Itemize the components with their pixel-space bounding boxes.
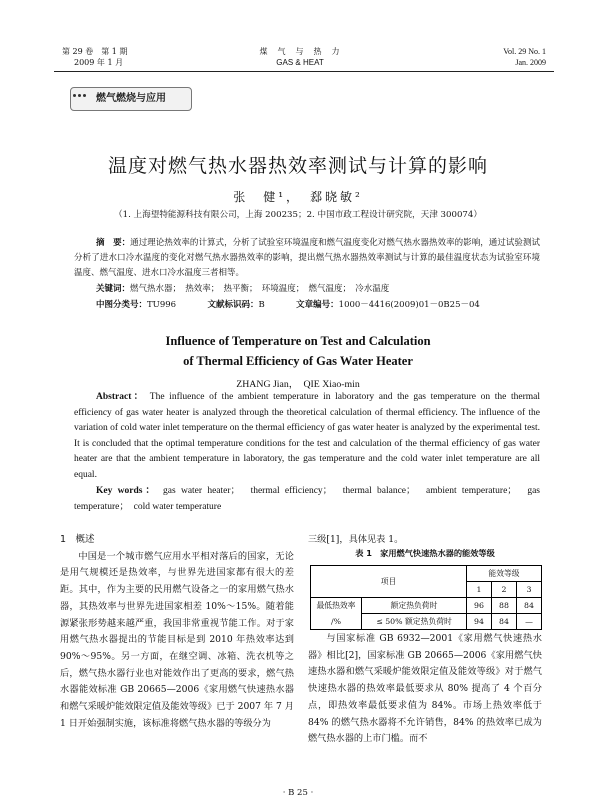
section-tag-label: 燃气燃烧与应用 — [96, 93, 166, 104]
header-date-en-line: Jan. 2009 — [515, 58, 546, 67]
table-header-item: 项目 — [311, 566, 467, 598]
authors-cn: 张 健¹， 郄晓敏² — [233, 190, 363, 204]
affiliations-cn: （1. 上海望特能源科技有限公司，上海 200235；2. 中国市政工程设计研究院，天津 300074） — [114, 210, 482, 220]
table-cell: 94 — [467, 614, 492, 630]
authors-en: ZHANG Jian， QIE Xiao-min — [236, 379, 360, 390]
clc-value: TU996 — [147, 300, 177, 310]
header-vol-en-line: Vol. 29 No. 1 — [503, 47, 546, 56]
header-volume-en — [400, 46, 546, 68]
header-journal-cn: 煤 气 与 热 力 — [259, 47, 341, 56]
dots-icon — [71, 84, 89, 94]
classification-line — [74, 298, 540, 313]
keywords-en — [74, 484, 540, 515]
keywords-cn-label: 关键词： — [96, 284, 131, 294]
article-number-label: 文章编号： — [296, 300, 339, 310]
table-cell: 88 — [492, 598, 517, 614]
header-date-line: 2009 年 1 月 — [74, 58, 124, 67]
abstract-cn-text: 通过理论热效率的计算式，分析了试验室环境温度和燃气温度变化对燃气热水器热效率的影响，通过试验测试分析了进水口冷水温度的变化对燃气热水器热效率的影响，提出燃气热水器热效率测试与计算的最佳温度状态为试验室环境温度、燃气温度、进水口冷水温度三者相等。 — [74, 238, 540, 278]
header-volume-line: 第 29 卷 第 1 期 — [62, 47, 128, 56]
header-journal — [220, 46, 380, 68]
table-cell: 96 — [467, 598, 492, 614]
table-grade-2: 2 — [492, 582, 517, 598]
table-caption: 表 1 家用燃气快速热水器的能效等级 — [355, 548, 495, 558]
article-number-value: 1000－4416(2009)01－0B25－04 — [338, 300, 480, 310]
table-row-label-2: /% — [311, 614, 362, 630]
keywords-en-label: Key words： — [96, 486, 158, 496]
standards-paragraph: 与国家标准 GB 6932—2001《家用燃气快速热水器》相比[2]，国家标准 GB 20665—2006《家用燃气快速热水器和燃气采暖炉能效限定值及能效等级》对于燃气快速热水器的热效率最低要求从 80% 提高了 4 个百分点，即热效率最低要求值为 84%。市场上热效率低于 84% 的燃气热水器将不允许销售，84% 的热效率已成为燃气热水器的上市门槛。而不 — [308, 633, 542, 745]
paper-title-en-line2: of Thermal Efficiency of Gas Water Heater — [183, 354, 413, 368]
abstract-en-label: Abstract： — [96, 392, 146, 402]
table-row-label-1: 最低热效率 — [311, 598, 362, 614]
keywords-cn — [74, 282, 540, 297]
header-rule — [54, 71, 554, 72]
section-tag — [70, 87, 192, 111]
abstract-cn-label: 摘 要： — [96, 238, 131, 248]
page-number: · B 25 · — [282, 788, 314, 798]
section-heading: 1 概述 — [60, 534, 95, 545]
doc-code-label: 文献标识码： — [207, 300, 259, 310]
doc-code-value: B — [258, 300, 265, 310]
paper-title-cn: 温度对燃气热水器热效率测试与计算的影响 — [107, 155, 488, 177]
keywords-cn-text: 燃气热水器； 热效率； 热平衡； 环境温度； 燃气温度； 冷水温度 — [130, 284, 390, 294]
abstract-en-text: The influence of the ambient temperature in laboratory and the gas temperature on the thermal efficiency of gas water heater is analyzed through the theoretical calculation of thermal efficiency. The influence of the variation of cold water inlet temperature on the thermal efficiency of gas water heater is analyzed by the experimental test. It is concluded that the optimal temperature conditions for the test and calculation of the thermal efficiency of gas water heater are that the ambient temperature in laboratory, the gas temperature and the cold water inlet temperature are all equal. — [74, 392, 540, 480]
table-row2-name: ≤ 50% 额定热负荷时 — [362, 614, 467, 630]
intro-paragraph: 中国是一个城市燃气应用水平相对落后的国家，无论是用气规模还是热效率，与世界先进国家都有很大的差距。其中，作为主要的民用燃气设备之一的家用燃气热水器，其热效率与世界先进国家相差 10%～15%。随着能源紧张形势越来越严重，我国非常重视节能工作。对于家用燃气热水器提出的节能目标是到 2010 年热效率达到 90%～95%。另一方面，在继空调、冰箱、洗衣机等之后，燃气热水器行业也对能效作出了更高的要求，燃气热水器能效标准 GB 20665—2006《家用燃气快速热水器和燃气采暖炉能效限定值及能效等级》已于 2007 年 7 月 1 日开始强制实施，该标准将燃气热水器的等级分为 — [60, 550, 294, 729]
paper-title-en-line1: Influence of Temperature on Test and Calculation — [165, 334, 431, 348]
right-column-body — [308, 631, 542, 748]
table-header-grade: 能效等级 — [467, 566, 542, 582]
table-cell: 84 — [517, 598, 542, 614]
header-journal-en: GAS & HEAT — [276, 58, 324, 67]
table-grade-1: 1 — [467, 582, 492, 598]
right-column-intro: 三级[1]，具体见表 1。 — [308, 534, 404, 545]
table-cell: 84 — [492, 614, 517, 630]
clc-label: 中图分类号： — [96, 300, 148, 310]
efficiency-grade-table — [310, 565, 542, 630]
abstract-en — [74, 390, 540, 483]
table-cell: — — [517, 614, 542, 630]
keywords-en-text: gas water heater； thermal efficiency； thermal balance； ambient temperature； gas temperature； cold water temperature — [74, 486, 540, 512]
table-row1-name: 额定热负荷时 — [362, 598, 467, 614]
left-column — [60, 532, 294, 732]
table-grade-3: 3 — [517, 582, 542, 598]
abstract-cn — [74, 236, 540, 281]
header-volume — [62, 46, 212, 68]
